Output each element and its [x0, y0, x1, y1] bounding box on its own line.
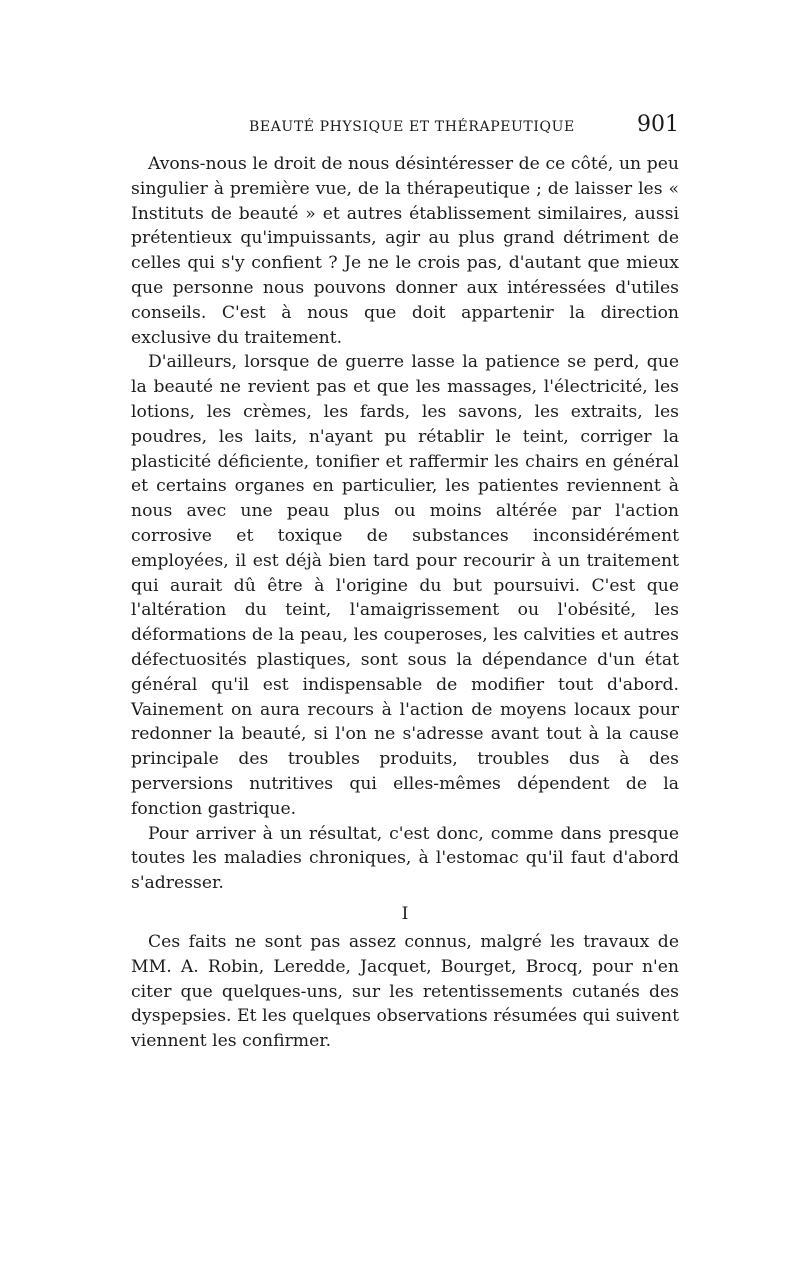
paragraph: Avons-nous le droit de nous désintéresser de ce côté, un peu singulier à première vue, de la thérapeutique ; de laisser les « Instituts de beauté » et autres établissement similaires, aussi prétentieux qu'impuissants, agir au plus grand détriment de celles qui s'y confient ? Je ne le crois pas, d'autant que mieux que personne nous pouvons donner aux intéressées d'utiles conseils. C'est à nous que doit appartenir la direction exclusive du traitement.	[131, 154, 679, 348]
section-number: I	[401, 903, 409, 924]
paragraph: Ces faits ne sont pas assez connus, malgré les travaux de MM. A. Robin, Leredde, Jacquet, Bourget, Brocq, pour n'en citer que quelques-uns, sur les retentissements cutanés des dyspepsies. Et les quelques observations résumées qui suivent viennent les confirmer.	[131, 931, 679, 1052]
body-text	[131, 152, 679, 1054]
page-number: 901	[637, 112, 679, 137]
paragraph: Pour arriver à un résultat, c'est donc, comme dans presque toutes les maladies chroniques, à l'estomac qu'il faut d'abord s'adresser.	[131, 823, 679, 894]
running-title: BEAUTÉ PHYSIQUE ET THÉRAPEUTIQUE	[249, 119, 575, 135]
running-head	[131, 112, 679, 142]
paragraph: D'ailleurs, lorsque de guerre lasse la patience se perd, que la beauté ne revient pas et que les massages, l'électricité, les lotions, les crèmes, les fards, les savons, les extraits, les poudres, les laits, n'ayant pu rétablir le teint, corriger la plasticité déficiente, tonifier et raffermir les chairs en général et certains organes en particulier, les patientes reviennent à nous avec une peau plus ou moins altérée par l'action corrosive et toxique de substances inconsidérément employées, il est déjà bien tard pour recourir à un traitement qui aurait dû être à l'origine du but poursuivi. C'est que l'altération du teint, l'amaigrissement ou l'obésité, les déformations de la peau, les couperoses, les calvities et autres défectuosités plastiques, sont sous la dépendance d'un état général qu'il est indispensable de modifier tout d'abord. Vainement on aura recours à l'action de moyens locaux pour redonner la beauté, si l'on ne s'adresse avant tout à la cause principale des troubles produits, troubles dus à des perversions nutritives qui elles-mêmes dépendent de la fonction gastrique.	[131, 352, 679, 819]
